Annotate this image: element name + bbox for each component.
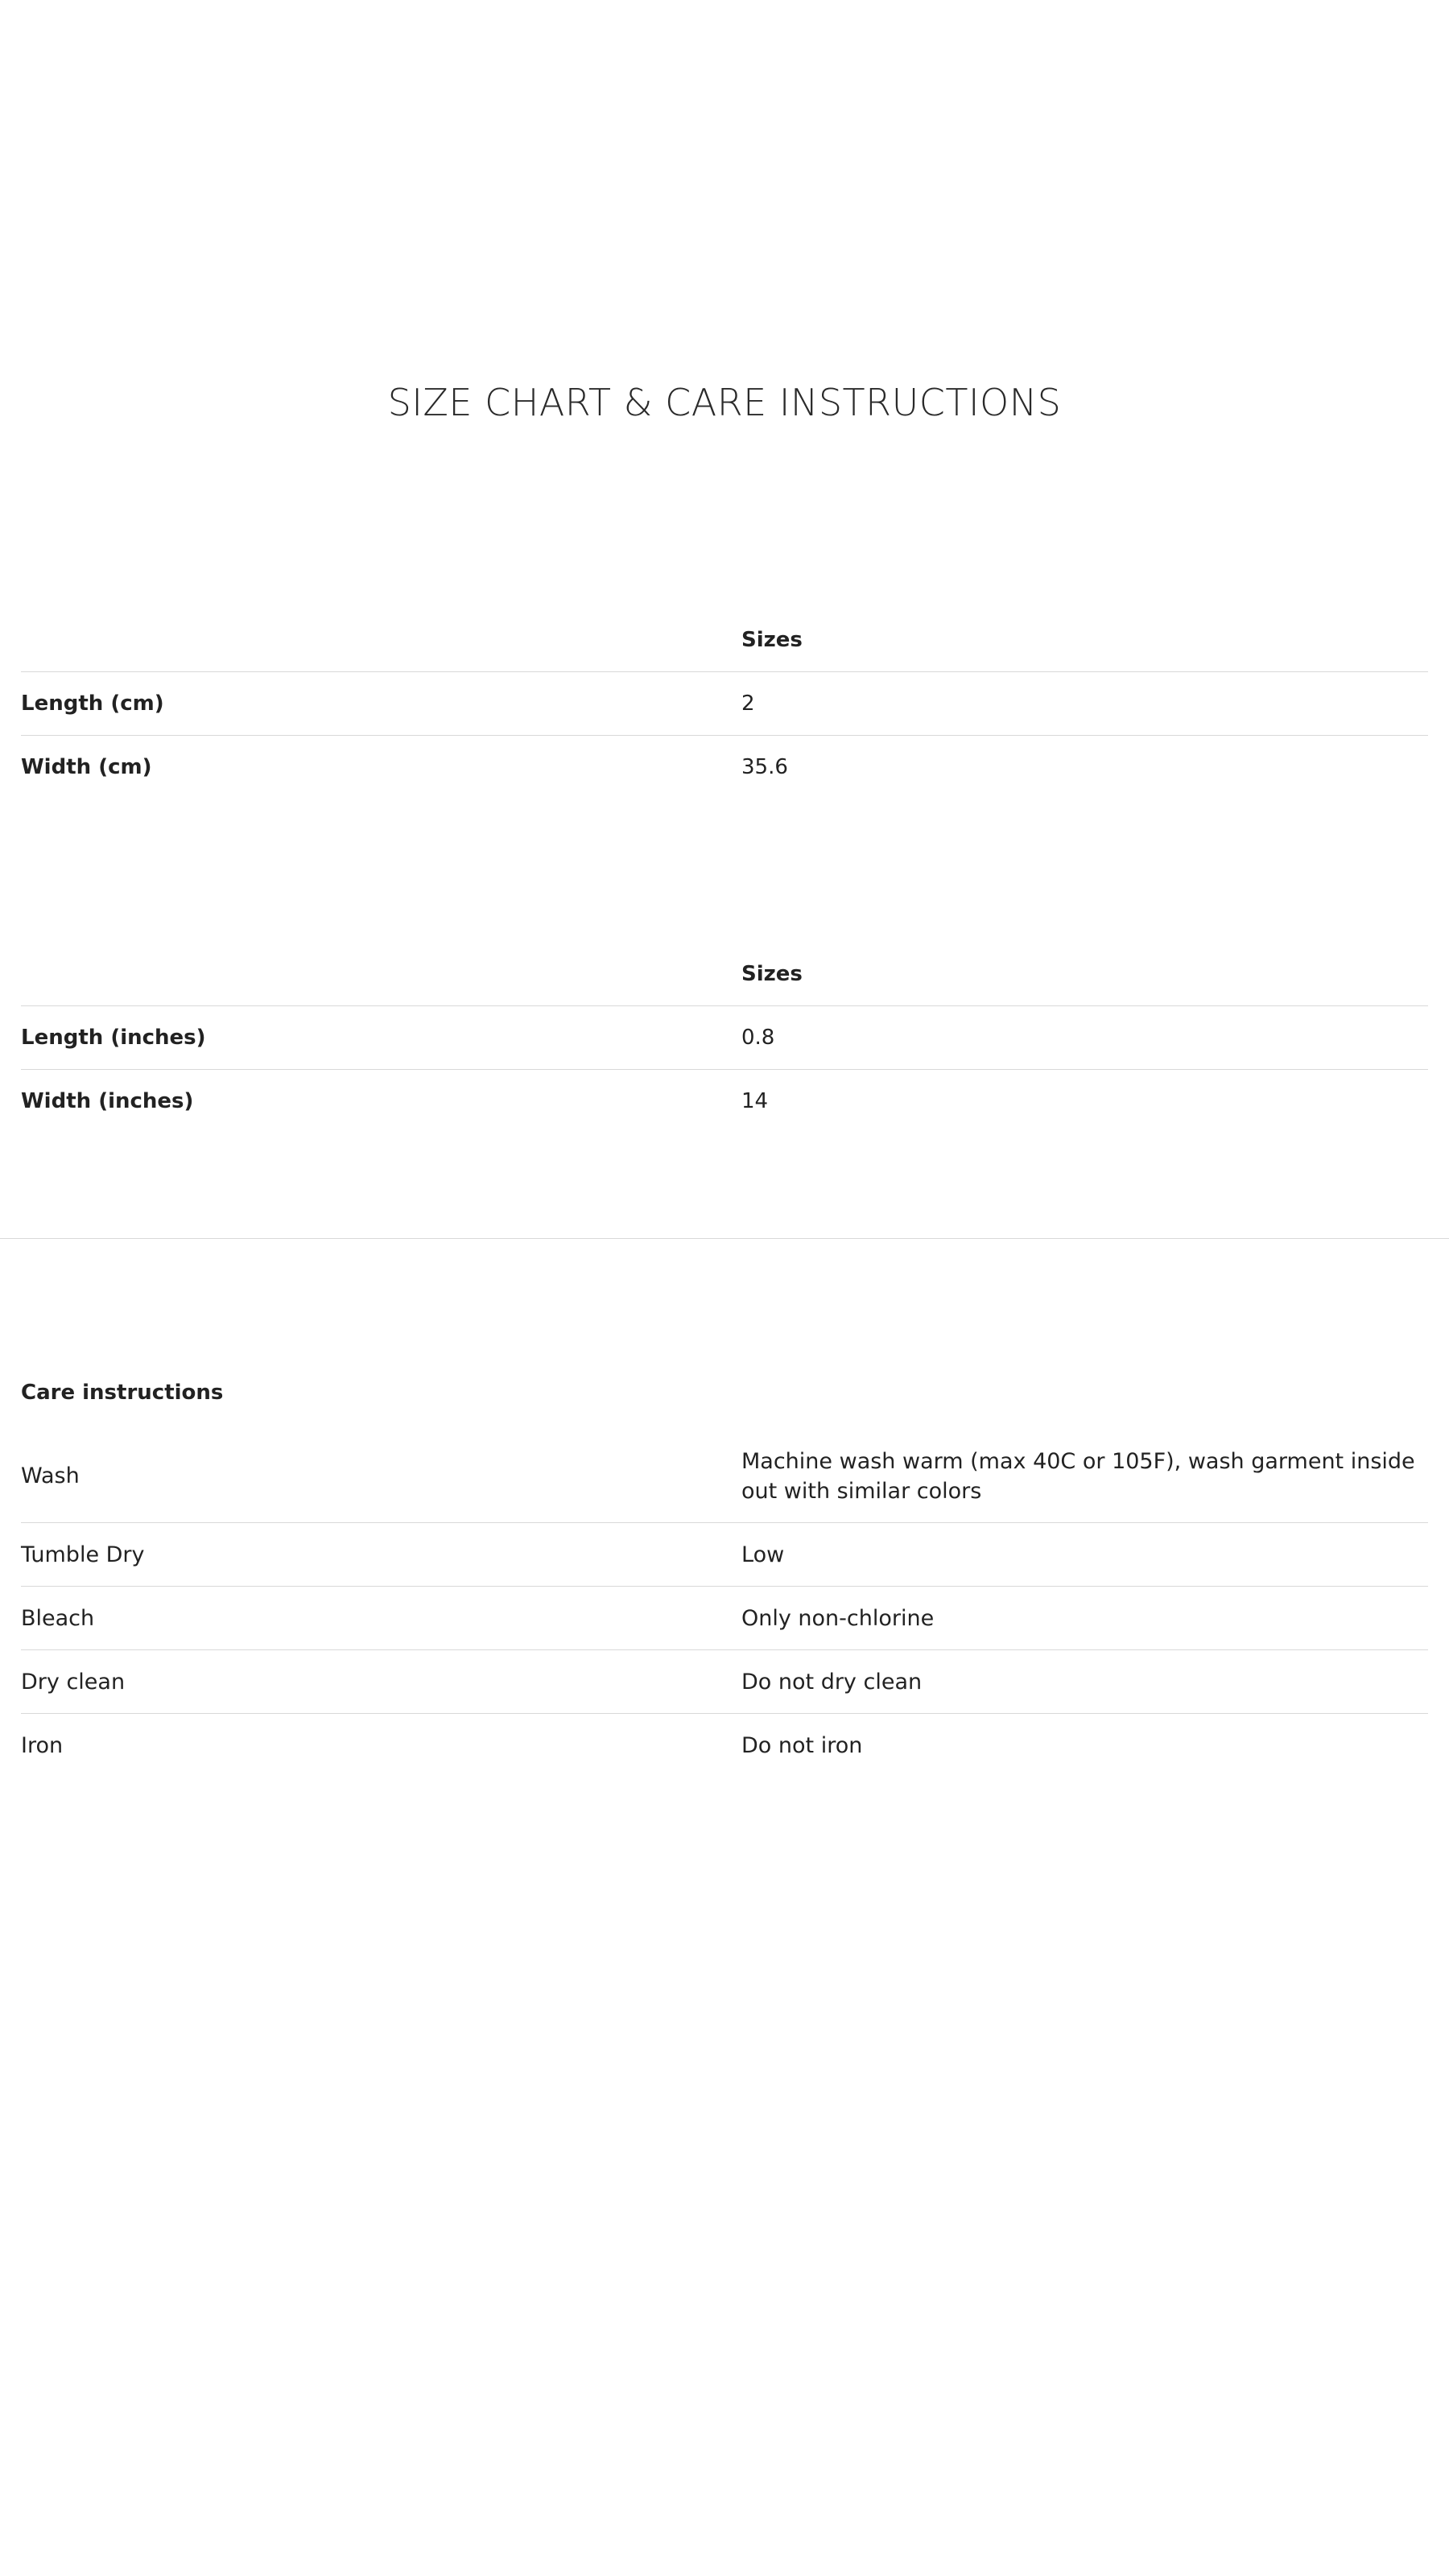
row-label: Width (cm) — [21, 755, 152, 779]
table-header-row — [21, 943, 1428, 1006]
care-value: Do not dry clean — [741, 1669, 923, 1695]
table-row — [21, 1070, 1428, 1133]
table-row — [21, 736, 1428, 799]
table-row — [21, 1523, 1428, 1587]
table-row — [21, 1006, 1428, 1070]
care-label: Tumble Dry — [21, 1542, 145, 1567]
care-label: Wash — [21, 1463, 80, 1488]
row-value: 2 — [741, 691, 755, 716]
size-chart-inches-table — [21, 943, 1428, 1133]
care-instructions-table — [21, 1430, 1428, 1777]
care-value: Machine wash warm (max 40C or 105F), wash garment inside out with similar colors — [741, 1448, 1415, 1504]
table-row — [21, 672, 1428, 736]
care-value: Low — [741, 1542, 785, 1567]
row-value: 0.8 — [741, 1026, 775, 1050]
section-divider — [0, 1238, 1449, 1239]
sizes-column-header: Sizes — [741, 962, 803, 986]
care-value: Only non-chlorine — [741, 1605, 935, 1631]
table-row — [21, 1714, 1428, 1777]
care-label: Iron — [21, 1733, 64, 1758]
size-chart-cm-table — [21, 609, 1428, 799]
table-row — [21, 1650, 1428, 1714]
row-label: Length (inches) — [21, 1026, 206, 1050]
table-row — [21, 1430, 1428, 1523]
row-value: 14 — [741, 1089, 769, 1113]
page-title: SIZE CHART & CARE INSTRUCTIONS — [387, 381, 1062, 424]
sizes-column-header: Sizes — [741, 628, 803, 652]
care-value: Do not iron — [741, 1733, 863, 1758]
care-label: Bleach — [21, 1605, 95, 1631]
row-label: Width (inches) — [21, 1089, 194, 1113]
row-value: 35.6 — [741, 755, 788, 779]
table-row — [21, 1587, 1428, 1650]
care-instructions-heading: Care instructions — [21, 1381, 224, 1405]
table-header-row — [21, 609, 1428, 672]
row-label: Length (cm) — [21, 691, 164, 716]
care-label: Dry clean — [21, 1669, 126, 1695]
